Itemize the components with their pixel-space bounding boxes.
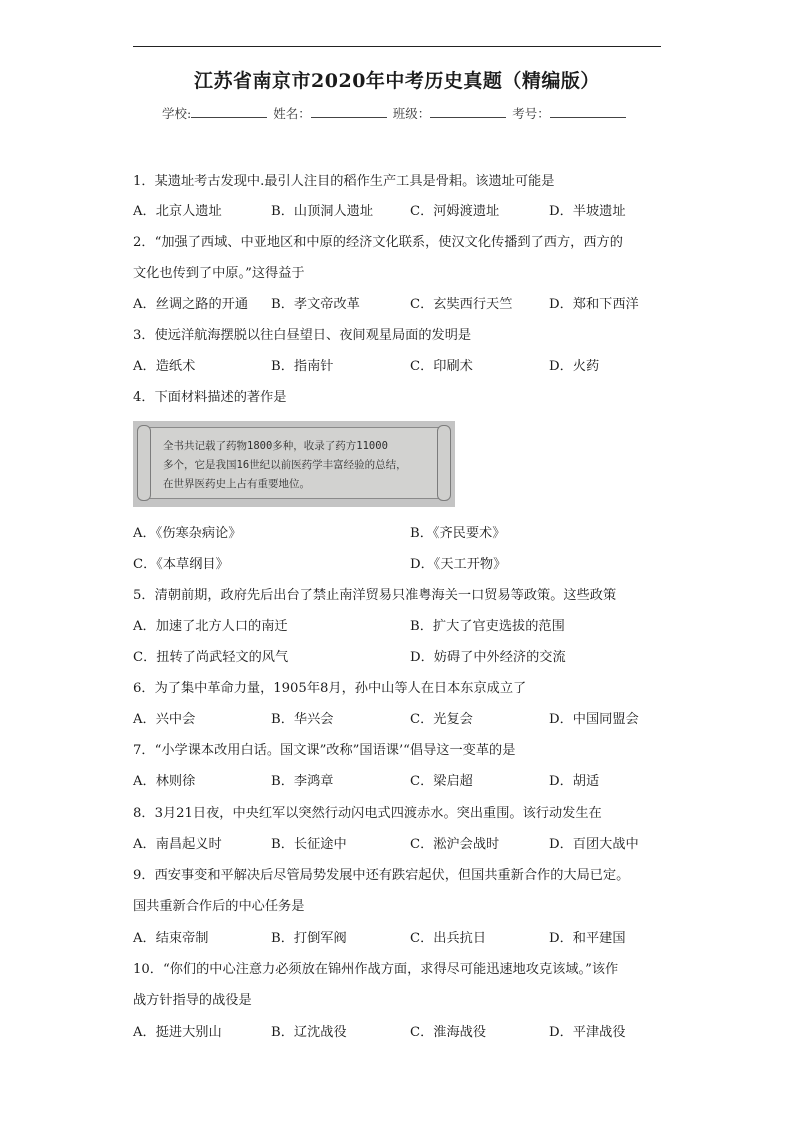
q6-option-b: B．华兴会 <box>271 712 334 727</box>
q7-option-a: A．林则徐 <box>133 774 196 789</box>
q2-option-d: D．郑和下西洋 <box>549 297 639 312</box>
q3-option-a: A．造纸术 <box>133 359 196 374</box>
q7-option-c: C．梁启超 <box>410 774 473 789</box>
q2-option-a: A．丝调之路的开通 <box>133 297 249 312</box>
question-2-stem-line2: 文化也传到了中原。”这得益于 <box>133 266 305 281</box>
q2-option-c: C．玄奘西行天竺 <box>410 297 513 312</box>
scroll-left-roll <box>137 425 151 501</box>
q10-option-d: D．平津战役 <box>549 1025 626 1040</box>
q5-option-d: D．妨碍了中外经济的交流 <box>410 650 566 665</box>
q1-option-b: B．山顶洞人遗址 <box>271 204 374 219</box>
q3-option-c: C．印刷术 <box>410 359 473 374</box>
q5-option-b: B．扩大了官吏选拔的范围 <box>410 619 565 634</box>
class-blank[interactable] <box>430 105 506 118</box>
number-blank[interactable] <box>550 105 626 118</box>
material-line-2: 多个，它是我国16世纪以前医药学丰富经验的总结， <box>163 459 407 471</box>
q1-option-a: A．北京人遗址 <box>133 204 222 219</box>
q8-option-c: C．淞沪会战时 <box>410 837 500 852</box>
material-text <box>163 437 433 494</box>
q6-option-a: A．兴中会 <box>133 712 196 727</box>
question-10-stem-line2: 战方针指导的战役是 <box>133 993 252 1008</box>
question-2-stem-line1: 2．“加强了西域、中亚地区和中原的经济文化联系，使汉文化传播到了西方，西方的 <box>133 235 623 250</box>
question-1-stem: 1．某遗址考古发现中.最引人注目的稻作生产工具是骨耜。该遗址可能是 <box>133 174 555 189</box>
scroll-right-roll <box>437 425 451 501</box>
q2-option-b: B．孝文帝改革 <box>271 297 360 312</box>
question-7-stem: 7．“小学课本改用白话。国文课”改称”国语课’“倡导这一变革的是 <box>133 743 516 758</box>
q4-option-d: D．《天工开物》 <box>410 557 507 572</box>
question-5-stem: 5．清朝前期，政府先后出台了禁止南洋贸易只准粤海关一口贸易等政策。这些政策 <box>133 588 617 603</box>
q9-option-d: D．和平建国 <box>549 931 626 946</box>
q8-option-d: D．百团大战中 <box>549 837 639 852</box>
q6-option-c: C．光复会 <box>410 712 473 727</box>
question-6-stem: 6．为了集中革命力量，1905年8月，孙中山等人在日本东京成立了 <box>133 681 527 696</box>
material-line-3: 在世界医药史上占有重要地位。 <box>163 478 310 490</box>
question-3-stem: 3．使远洋航海摆脱以往白昼望日、夜间观星局面的发明是 <box>133 328 472 343</box>
q10-option-b: B．辽沈战役 <box>271 1025 347 1040</box>
question-9-stem-line2: 国共重新合作后的中心任务是 <box>133 899 305 914</box>
q7-option-b: B．李鸿章 <box>271 774 334 789</box>
q8-option-b: B．长征途中 <box>271 837 347 852</box>
q10-option-c: C．淮海战役 <box>410 1025 487 1040</box>
q5-option-c: C．扭转了尚武轻文的风气 <box>133 650 289 665</box>
q9-option-a: A．结束帝制 <box>133 931 209 946</box>
q1-option-c: C．河姆渡遗址 <box>410 204 500 219</box>
q4-option-c: C．《本草纲目》 <box>133 557 229 572</box>
question-4-stem: 4．下面材料描述的著作是 <box>133 390 287 405</box>
material-scroll-image <box>133 421 455 507</box>
top-rule <box>133 46 661 47</box>
question-8-stem: 8．3月21日夜，中央红军以突然行动闪电式四渡赤水。突出重围。该行动发生在 <box>133 806 602 821</box>
number-label: 考号： <box>512 106 550 121</box>
name-blank[interactable] <box>311 105 387 118</box>
q6-option-d: D．中国同盟会 <box>549 712 639 727</box>
question-10-stem-line1: 10．“你们的中心注意力必须放在锦州作战方面，求得尽可能迅速地攻克该域。”该作 <box>133 962 619 977</box>
q9-option-b: B．打倒军阀 <box>271 931 347 946</box>
q8-option-a: A．南昌起义时 <box>133 837 222 852</box>
q5-option-a: A．加速了北方人口的南迁 <box>133 619 288 634</box>
page-title: 江苏省南京市2020年中考历史真题（精编版） <box>194 70 600 92</box>
student-info-line <box>162 104 628 122</box>
q7-option-d: D．胡适 <box>549 774 600 789</box>
q9-option-c: C．出兵抗日 <box>410 931 487 946</box>
name-label: 姓名： <box>273 106 311 121</box>
class-label: 班级： <box>392 106 431 121</box>
q10-option-a: A．挺进大别山 <box>133 1025 222 1040</box>
school-label: 学校: <box>162 106 192 121</box>
q1-option-d: D．半坡遗址 <box>549 204 626 219</box>
q3-option-b: B．指南针 <box>271 359 334 374</box>
q3-option-d: D．火药 <box>549 359 600 374</box>
q4-option-b: B．《齐民要术》 <box>410 526 506 541</box>
school-blank[interactable] <box>191 105 267 118</box>
material-line-1: 全书共记载了药物1800多种，收录了药方11000 <box>163 440 388 452</box>
question-9-stem-line1: 9．西安事变和平解决后尽管局势发展中还有跌宕起伏，但国共重新合作的大局已定。 <box>133 868 630 883</box>
q4-option-a: A．《伤寒杂病论》 <box>133 526 242 541</box>
